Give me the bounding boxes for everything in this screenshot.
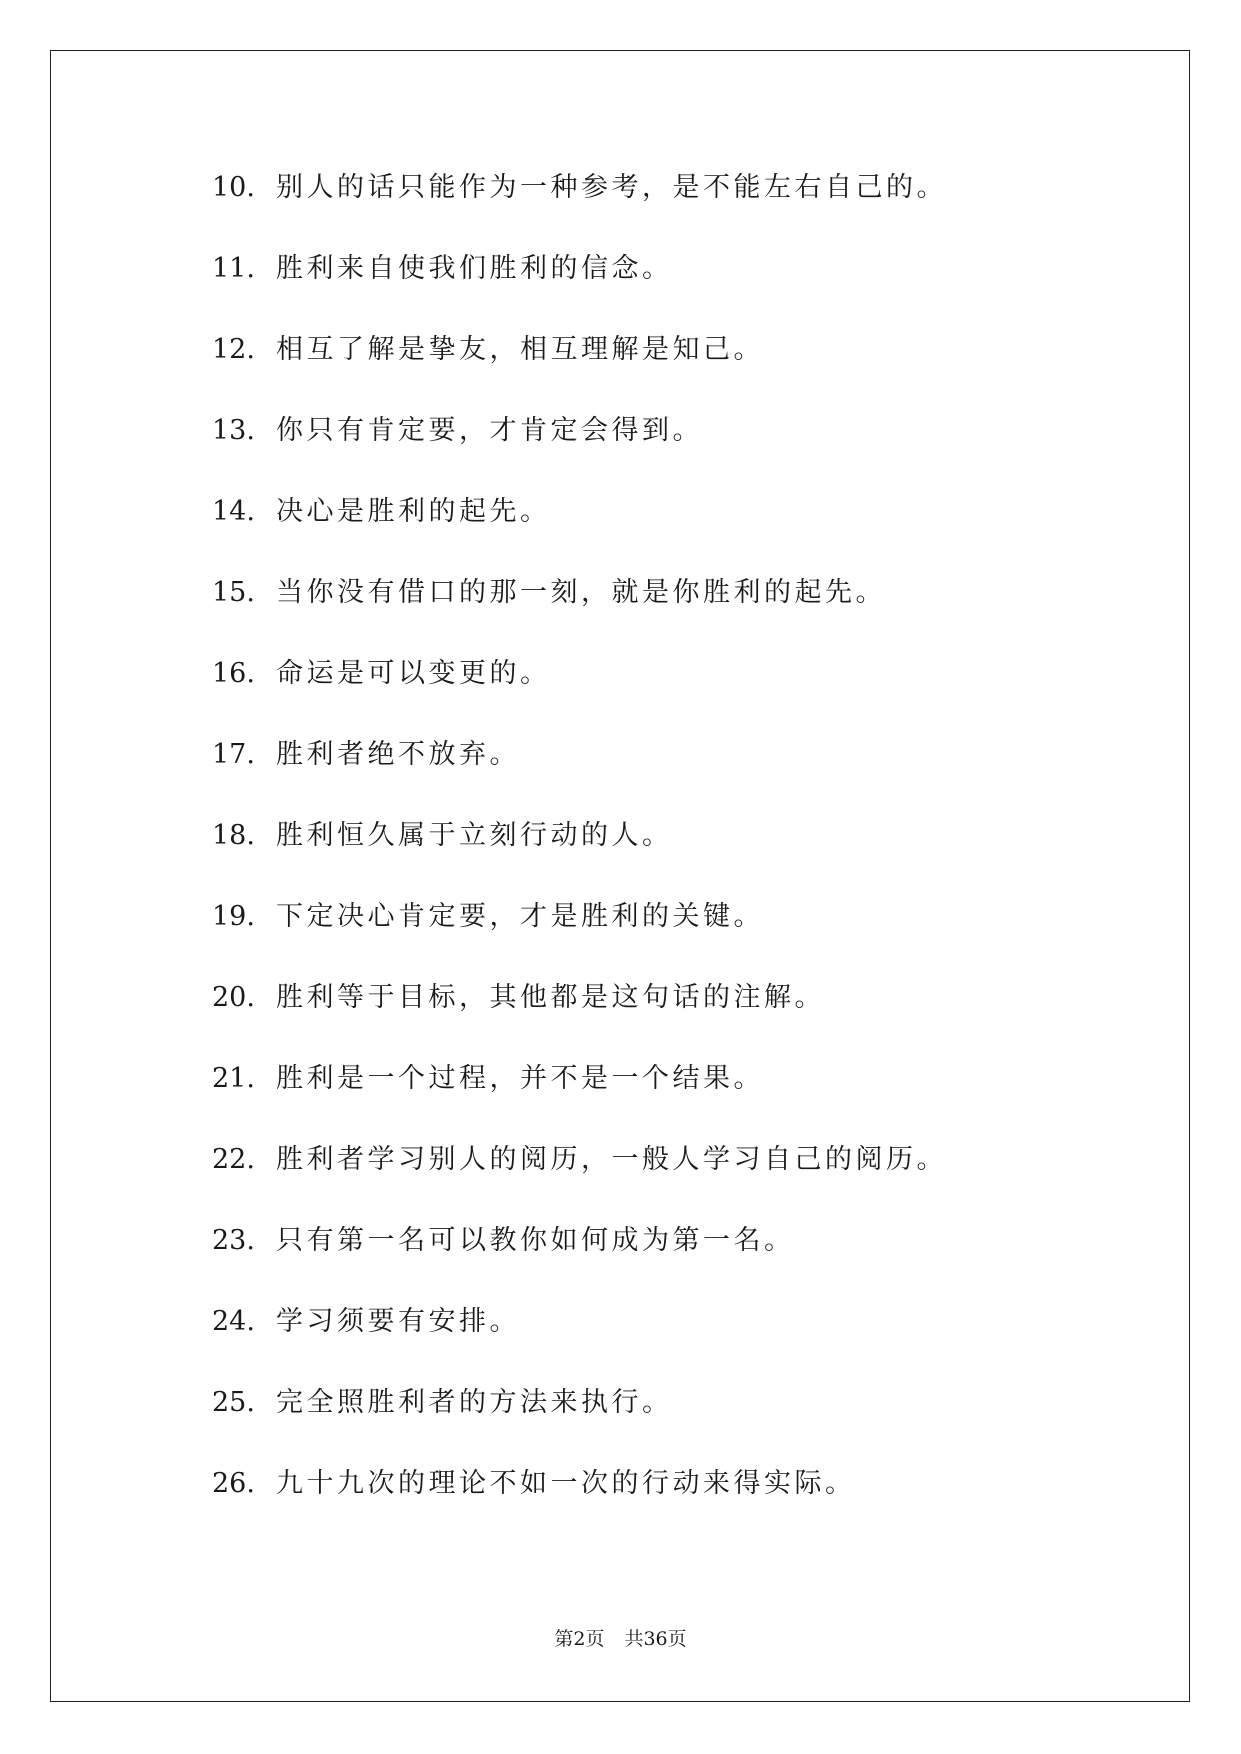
- item-number: 25.: [212, 1387, 255, 1418]
- item-number: 11.: [212, 253, 255, 284]
- list-item: [212, 1383, 947, 1464]
- item-text: 胜利者学习别人的阅历，一般人学习自己的阅历。: [276, 1144, 947, 1175]
- item-number: 12.: [212, 334, 255, 365]
- list-item: [212, 168, 947, 249]
- page-footer: [0, 1624, 1241, 1651]
- item-number: 18.: [212, 820, 255, 851]
- list-item: [212, 249, 947, 330]
- page-number-total: 共36页: [624, 1628, 687, 1650]
- item-number: 16.: [212, 658, 255, 689]
- item-number: 15.: [212, 577, 255, 608]
- item-number: 10.: [212, 172, 255, 203]
- list-item: [212, 573, 947, 654]
- item-number: 26.: [212, 1468, 255, 1499]
- item-text: 胜利等于目标，其他都是这句话的注解。: [276, 982, 825, 1013]
- item-number: 24.: [212, 1306, 255, 1337]
- list-item: [212, 1302, 947, 1383]
- item-text: 胜利来自使我们胜利的信念。: [276, 253, 673, 284]
- item-text: 相互了解是挚友，相互理解是知己。: [276, 334, 764, 365]
- list-item: [212, 654, 947, 735]
- item-number: 13.: [212, 415, 255, 446]
- item-text: 九十九次的理论不如一次的行动来得实际。: [276, 1468, 856, 1499]
- item-text: 胜利是一个过程，并不是一个结果。: [276, 1063, 764, 1094]
- list-item: [212, 978, 947, 1059]
- item-text: 只有第一名可以教你如何成为第一名。: [276, 1225, 795, 1256]
- item-text: 胜利者绝不放弃。: [276, 739, 520, 770]
- item-text: 下定决心肯定要，才是胜利的关键。: [276, 901, 764, 932]
- item-text: 你只有肯定要，才肯定会得到。: [276, 415, 703, 446]
- quote-list: [212, 168, 947, 1545]
- item-text: 命运是可以变更的。: [276, 658, 551, 689]
- item-number: 17.: [212, 739, 255, 770]
- item-number: 21.: [212, 1063, 255, 1094]
- page-number-current: 第2页: [554, 1628, 605, 1650]
- list-item: [212, 1464, 947, 1545]
- item-number: 14.: [212, 496, 255, 527]
- item-text: 别人的话只能作为一种参考，是不能左右自己的。: [276, 172, 947, 203]
- item-number: 20.: [212, 982, 255, 1013]
- list-item: [212, 1221, 947, 1302]
- list-item: [212, 411, 947, 492]
- list-item: [212, 897, 947, 978]
- item-number: 23.: [212, 1225, 255, 1256]
- item-text: 当你没有借口的那一刻，就是你胜利的起先。: [276, 577, 886, 608]
- item-text: 决心是胜利的起先。: [276, 496, 551, 527]
- list-item: [212, 1059, 947, 1140]
- list-item: [212, 1140, 947, 1221]
- item-number: 22.: [212, 1144, 255, 1175]
- list-item: [212, 816, 947, 897]
- item-number: 19.: [212, 901, 255, 932]
- item-text: 学习须要有安排。: [276, 1306, 520, 1337]
- list-item: [212, 492, 947, 573]
- item-text: 完全照胜利者的方法来执行。: [276, 1387, 673, 1418]
- list-item: [212, 735, 947, 816]
- list-item: [212, 330, 947, 411]
- item-text: 胜利恒久属于立刻行动的人。: [276, 820, 673, 851]
